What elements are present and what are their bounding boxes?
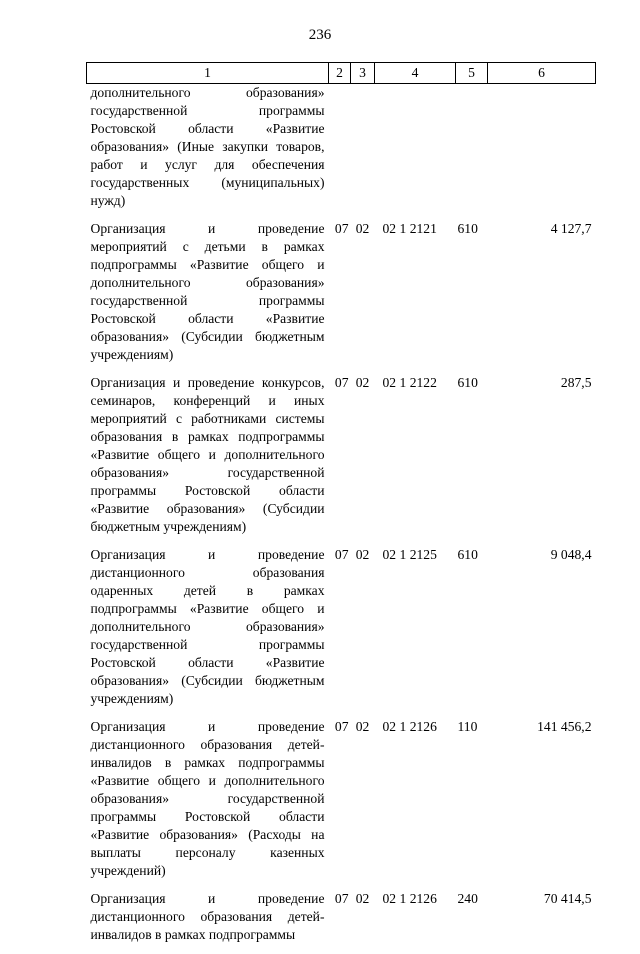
row-amount: 287,5 (488, 374, 596, 546)
row-section-code: 07 (329, 718, 351, 890)
row-section-code (329, 84, 351, 221)
row-amount: 9 048,4 (488, 546, 596, 718)
row-target-code: 02 1 2125 (375, 546, 456, 718)
row-section-code: 07 (329, 374, 351, 546)
row-amount: 70 414,5 (488, 890, 596, 954)
header-cell-4: 4 (375, 63, 456, 84)
header-row (87, 63, 596, 84)
row-description: дополнительного образования» государственной программы Ростовской области «Развитие образования» (Иные закупки товаров, работ и услуг для обеспечения государственных (муниципальных) нужд) (87, 84, 329, 221)
row-subsection-code: 02 (351, 220, 375, 374)
table-row (87, 374, 596, 546)
table-row (87, 84, 596, 221)
table-row (87, 546, 596, 718)
row-amount: 4 127,7 (488, 220, 596, 374)
row-expense-type-code: 610 (456, 374, 488, 546)
table-row (87, 890, 596, 954)
table-header (87, 63, 596, 84)
row-target-code: 02 1 2121 (375, 220, 456, 374)
row-target-code: 02 1 2122 (375, 374, 456, 546)
row-amount (488, 84, 596, 221)
page-number: 236 (0, 27, 640, 44)
row-subsection-code: 02 (351, 890, 375, 954)
header-cell-6: 6 (488, 63, 596, 84)
row-subsection-code: 02 (351, 546, 375, 718)
row-description: Организация и проведение дистанционного образования детей-инвалидов в рамках подпрограммы (87, 890, 329, 954)
table-row (87, 718, 596, 890)
row-target-code (375, 84, 456, 221)
budget-table (86, 62, 596, 954)
row-expense-type-code: 610 (456, 546, 488, 718)
row-section-code: 07 (329, 546, 351, 718)
row-description: Организация и проведение конкурсов, семинаров, конференций и иных мероприятий с работниками системы образования в рамках подпрограммы «Развитие общего и дополнительного образования» государственной программы Ростовской области «Развитие образования» (Субсидии бюджетным учреждениям) (87, 374, 329, 546)
row-amount: 141 456,2 (488, 718, 596, 890)
row-expense-type-code: 610 (456, 220, 488, 374)
table-row (87, 220, 596, 374)
header-cell-1: 1 (87, 63, 329, 84)
row-target-code: 02 1 2126 (375, 718, 456, 890)
row-subsection-code: 02 (351, 374, 375, 546)
row-subsection-code (351, 84, 375, 221)
row-section-code: 07 (329, 220, 351, 374)
row-description: Организация и проведение дистанционного образования детей-инвалидов в рамках подпрограммы «Развитие общего и дополнительного образования» государственной программы Ростовской области «Развитие образования» (Расходы на выплаты персоналу казенных учреждений) (87, 718, 329, 890)
table-body (87, 84, 596, 954)
row-expense-type-code: 240 (456, 890, 488, 954)
row-description: Организация и проведение мероприятий с детьми в рамках подпрограммы «Развитие общего и дополнительного образования» государственной программы Ростовской области «Развитие образования» (Субсидии бюджетным учреждениям) (87, 220, 329, 374)
header-cell-5: 5 (456, 63, 488, 84)
row-subsection-code: 02 (351, 718, 375, 890)
row-expense-type-code (456, 84, 488, 221)
row-target-code: 02 1 2126 (375, 890, 456, 954)
header-cell-3: 3 (351, 63, 375, 84)
header-cell-2: 2 (329, 63, 351, 84)
row-expense-type-code: 110 (456, 718, 488, 890)
row-description: Организация и проведение дистанционного образования одаренных детей в рамках подпрограммы «Развитие общего и дополнительного образования» государственной программы Ростовской области «Развитие образования» (Субсидии бюджетным учреждениям) (87, 546, 329, 718)
row-section-code: 07 (329, 890, 351, 954)
